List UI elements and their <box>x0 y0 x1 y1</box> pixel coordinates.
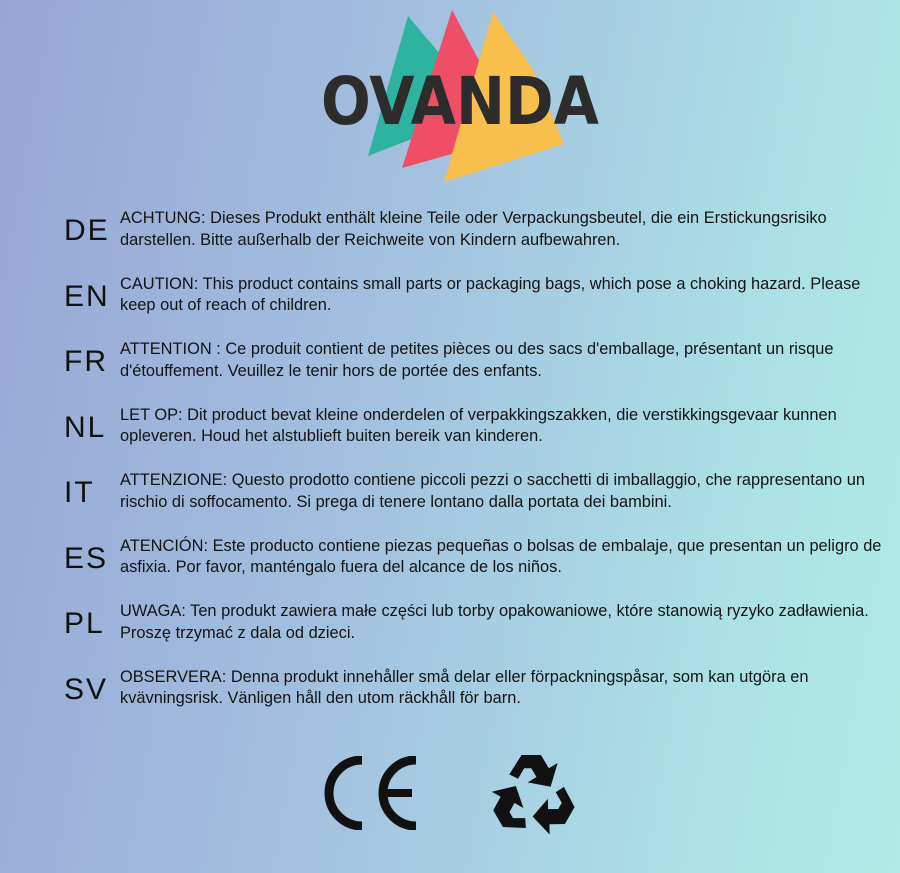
warning-it <box>64 470 884 536</box>
warning-pl <box>64 601 884 667</box>
warning-es <box>64 536 884 602</box>
warning-nl <box>64 405 884 471</box>
language-code: DE <box>64 214 110 247</box>
language-code: FR <box>64 345 108 378</box>
warning-text: ATTENZIONE: Questo prodotto contiene piccoli pezzi o sacchetti di imballaggio, che rappresentano un rischio di soffocamento. Si prega di tenere lontano dalla portata dei bambini. <box>120 471 865 511</box>
ce-mark-icon <box>324 756 420 830</box>
language-code: PL <box>64 607 105 640</box>
warning-text: CAUTION: This product contains small parts or packaging bags, which pose a choking hazard. Please keep out of reach of children. <box>120 274 861 314</box>
brand-logo <box>318 8 608 184</box>
warning-text: OBSERVERA: Denna produkt innehåller små delar eller förpackningspåsar, som kan utgöra en kvävningsrisk. Vänligen håll den utom räckhåll för barn. <box>120 667 809 707</box>
language-code: EN <box>64 279 110 313</box>
language-code: SV <box>64 672 109 706</box>
warning-en <box>64 274 884 340</box>
logo-wordmark: OVANDA <box>321 63 599 140</box>
warning-list <box>64 208 884 732</box>
warning-sv <box>64 667 884 733</box>
language-code: IT <box>64 476 95 509</box>
warning-text: LET OP: Dit product bevat kleine onderdelen of verpakkingszakken, die verstikkingsgevaar kunnen opleveren. Houd het alstublieft buiten bereik van kinderen. <box>120 405 837 445</box>
warning-text: ACHTUNG: Dieses Produkt enthält kleine Teile oder Verpackungsbeutel, die ein Erstickungsrisiko darstellen. Bitte außerhalb der Reichweite von Kindern aufbewahren. <box>120 209 827 249</box>
warning-text: ATTENTION : Ce produit contient de petites pièces ou des sacs d'emballage, présentant un risque d'étouffement. Veuillez le tenir hors de portée des enfants. <box>120 340 834 380</box>
warning-fr <box>64 339 884 405</box>
warning-text: UWAGA: Ten produkt zawiera małe części lub torby opakowaniowe, które stanowią ryzyko zadławienia. Proszę trzymać z dala od dzieci. <box>120 602 869 642</box>
language-code: NL <box>64 410 107 444</box>
warning-text: ATENCIÓN: Este producto contiene piezas pequeñas o bolsas de embalaje, que presentan un peligro de asfixia. Por favor, manténgalo fuera del alcance de los niños. <box>120 536 882 576</box>
language-code: ES <box>64 541 109 575</box>
recycle-icon <box>488 748 578 836</box>
warning-de <box>64 208 884 274</box>
